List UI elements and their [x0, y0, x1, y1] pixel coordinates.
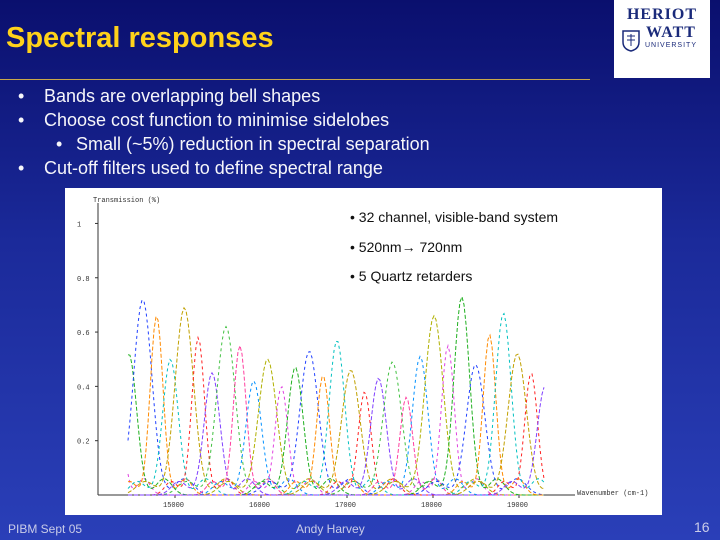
channel-curve — [128, 381, 544, 495]
y-tick-label: 0.2 — [77, 438, 90, 447]
logo-line2: WATT — [646, 24, 696, 41]
sub-bullet-item: • Small (~5%) reduction in spectral separation — [56, 134, 430, 154]
y-tick-label: 0.4 — [77, 384, 90, 393]
slide-title: Spectral responses — [6, 22, 274, 54]
y-tick-label: 1 — [77, 221, 82, 230]
plot-note: • 520nm→ 720nm — [350, 239, 463, 255]
channel-curve — [128, 365, 544, 495]
logo-line3: UNIVERSITY — [644, 42, 697, 49]
plot-ylabel: Transmission (%) — [93, 197, 161, 205]
bullet-item: • Cut-off filters used to define spectral range — [18, 158, 383, 178]
x-tick-label: 19000 — [507, 502, 529, 510]
channel-curve — [128, 327, 544, 495]
x-tick-label: 16000 — [249, 502, 271, 510]
channel-curve — [128, 379, 544, 496]
logo-line1: HERIOT — [626, 6, 697, 23]
x-tick-label: 15000 — [163, 502, 185, 510]
bullet-item: • Choose cost function to minimise sidelobes — [18, 110, 390, 130]
bullet-list — [18, 84, 430, 180]
channel-curve — [128, 368, 544, 495]
y-tick-label: 0.6 — [77, 330, 90, 339]
bullet-item: • Bands are overlapping bell shapes — [18, 86, 321, 106]
channel-curve — [128, 300, 544, 495]
page-number: 16 — [694, 519, 710, 535]
footer-event: PIBM Sept 05 — [8, 522, 83, 536]
channel-curve — [128, 308, 544, 495]
y-tick-label: 0.8 — [77, 275, 90, 284]
footer-author: Andy Harvey — [296, 522, 365, 536]
plot-note: • 32 channel, visible-band system — [350, 209, 559, 225]
plot-svg — [65, 188, 662, 515]
channel-curve — [128, 362, 544, 495]
title-divider — [0, 79, 590, 80]
plot-xlabel: Wavenumber (cm-1) — [577, 490, 649, 498]
channel-curve — [128, 297, 544, 495]
x-tick-label: 18000 — [421, 502, 443, 510]
channel-curve — [128, 314, 544, 495]
crest-icon — [622, 30, 640, 52]
plot-note: • 5 Quartz retarders — [350, 268, 473, 284]
x-tick-label: 17000 — [335, 502, 357, 510]
spectral-response-plot — [65, 188, 662, 515]
channel-curve — [128, 374, 544, 495]
university-logo — [614, 0, 710, 78]
channel-curve — [128, 377, 544, 495]
